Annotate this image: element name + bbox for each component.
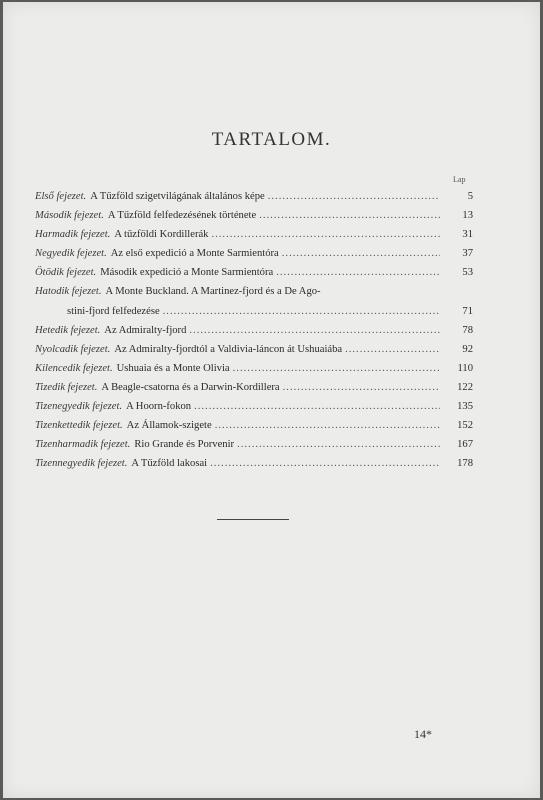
toc-entry <box>35 435 473 454</box>
chapter-label: Kilencedik fejezet. <box>35 362 113 374</box>
page-number: 135 <box>457 401 473 413</box>
chapter-label: Harmadik fejezet. <box>35 229 111 241</box>
chapter-title: Az Admiralty-fjordtól a Valdivia-láncon át Ushuaiába <box>114 343 343 355</box>
page-number: 78 <box>462 324 473 336</box>
dot-leader <box>189 321 440 340</box>
chapter-label: Ötödik fejezet. <box>35 267 97 279</box>
page-number: 31 <box>462 229 473 241</box>
chapter-label: Tizenkettedik fejezet. <box>35 420 123 432</box>
chapter-title-continuation: stini-fjord felfedezése <box>67 305 160 317</box>
toc-entry <box>35 340 473 359</box>
page-column-label: Lap <box>453 175 466 184</box>
chapter-title: A tűzföldi Kordillerák <box>114 229 209 241</box>
toc-entry <box>35 397 473 416</box>
chapter-title: Az első expedició a Monte Sarmientóra <box>110 248 279 260</box>
chapter-title: A Hoorn-fokon <box>126 401 192 413</box>
divider-rule <box>217 519 289 520</box>
dot-leader <box>194 397 440 416</box>
toc-entry <box>35 206 473 225</box>
page-number: 71 <box>462 305 473 317</box>
toc-entry <box>35 282 473 301</box>
page-number: 53 <box>462 267 473 279</box>
chapter-title: Második expedició a Monte Sarmientóra <box>100 267 274 279</box>
table-of-contents <box>35 187 473 473</box>
toc-entry <box>35 454 473 473</box>
toc-entry-continuation <box>35 302 473 321</box>
dot-leader <box>345 340 440 359</box>
page-number: 110 <box>457 362 473 374</box>
chapter-title: A Beagle-csatorna és a Darwin-Kordillera <box>101 381 280 393</box>
page-number: 13 <box>462 210 473 222</box>
dot-leader <box>237 435 440 454</box>
chapter-label: Tizedik fejezet. <box>35 381 98 393</box>
dot-leader <box>215 416 440 435</box>
chapter-title: A Tűzföld lakosai <box>131 458 208 470</box>
page-number: 5 <box>467 191 473 202</box>
chapter-label: Hatodik fejezet. <box>35 286 102 298</box>
chapter-title: A Tűzföld felfedezésének története <box>107 210 257 222</box>
page-number: 167 <box>457 439 473 451</box>
chapter-title: Az Admiralty-fjord <box>104 324 187 336</box>
toc-entry <box>35 416 473 435</box>
chapter-title: A Tűzföld szigetvilágának általános képe <box>90 191 265 202</box>
dot-leader <box>233 359 440 378</box>
dot-leader <box>283 378 440 397</box>
chapter-label: Első fejezet. <box>35 191 87 202</box>
dot-leader <box>268 187 440 206</box>
dot-leader <box>211 225 440 244</box>
toc-entry <box>35 244 473 263</box>
toc-entry <box>35 263 473 282</box>
dot-leader <box>259 206 440 225</box>
dot-leader <box>282 244 440 263</box>
chapter-title: Rio Grande és Porvenir <box>134 439 235 451</box>
page-number: 122 <box>457 381 473 393</box>
toc-entry <box>35 225 473 244</box>
chapter-label: Tizenharmadik fejezet. <box>35 439 131 451</box>
toc-entry <box>35 321 473 340</box>
dot-leader <box>276 263 440 282</box>
chapter-label: Tizennegyedik fejezet. <box>35 458 128 470</box>
toc-entry <box>35 359 473 378</box>
book-page <box>3 2 540 798</box>
toc-entry <box>35 378 473 397</box>
chapter-title: Ushuaia és a Monte Olivia <box>116 362 230 374</box>
toc-entry <box>35 187 473 206</box>
chapter-label: Negyedik fejezet. <box>35 248 107 260</box>
dot-leader <box>210 454 440 473</box>
page-number: 178 <box>457 458 473 470</box>
page-title: TARTALOM. <box>211 129 332 150</box>
chapter-label: Második fejezet. <box>35 210 104 222</box>
page-number: 92 <box>462 343 473 355</box>
page-number: 37 <box>462 248 473 260</box>
chapter-label: Hetedik fejezet. <box>35 324 101 336</box>
chapter-title: Az Államok-szigete <box>126 420 212 432</box>
chapter-label: Nyolcadik fejezet. <box>35 343 111 355</box>
signature-mark: 14* <box>414 727 432 741</box>
dot-leader <box>163 302 440 321</box>
page-number: 152 <box>457 420 473 432</box>
chapter-label: Tizenegyedik fejezet. <box>35 401 123 413</box>
chapter-title: A Monte Buckland. A Martinez-fjord és a De Ago- <box>105 286 321 298</box>
